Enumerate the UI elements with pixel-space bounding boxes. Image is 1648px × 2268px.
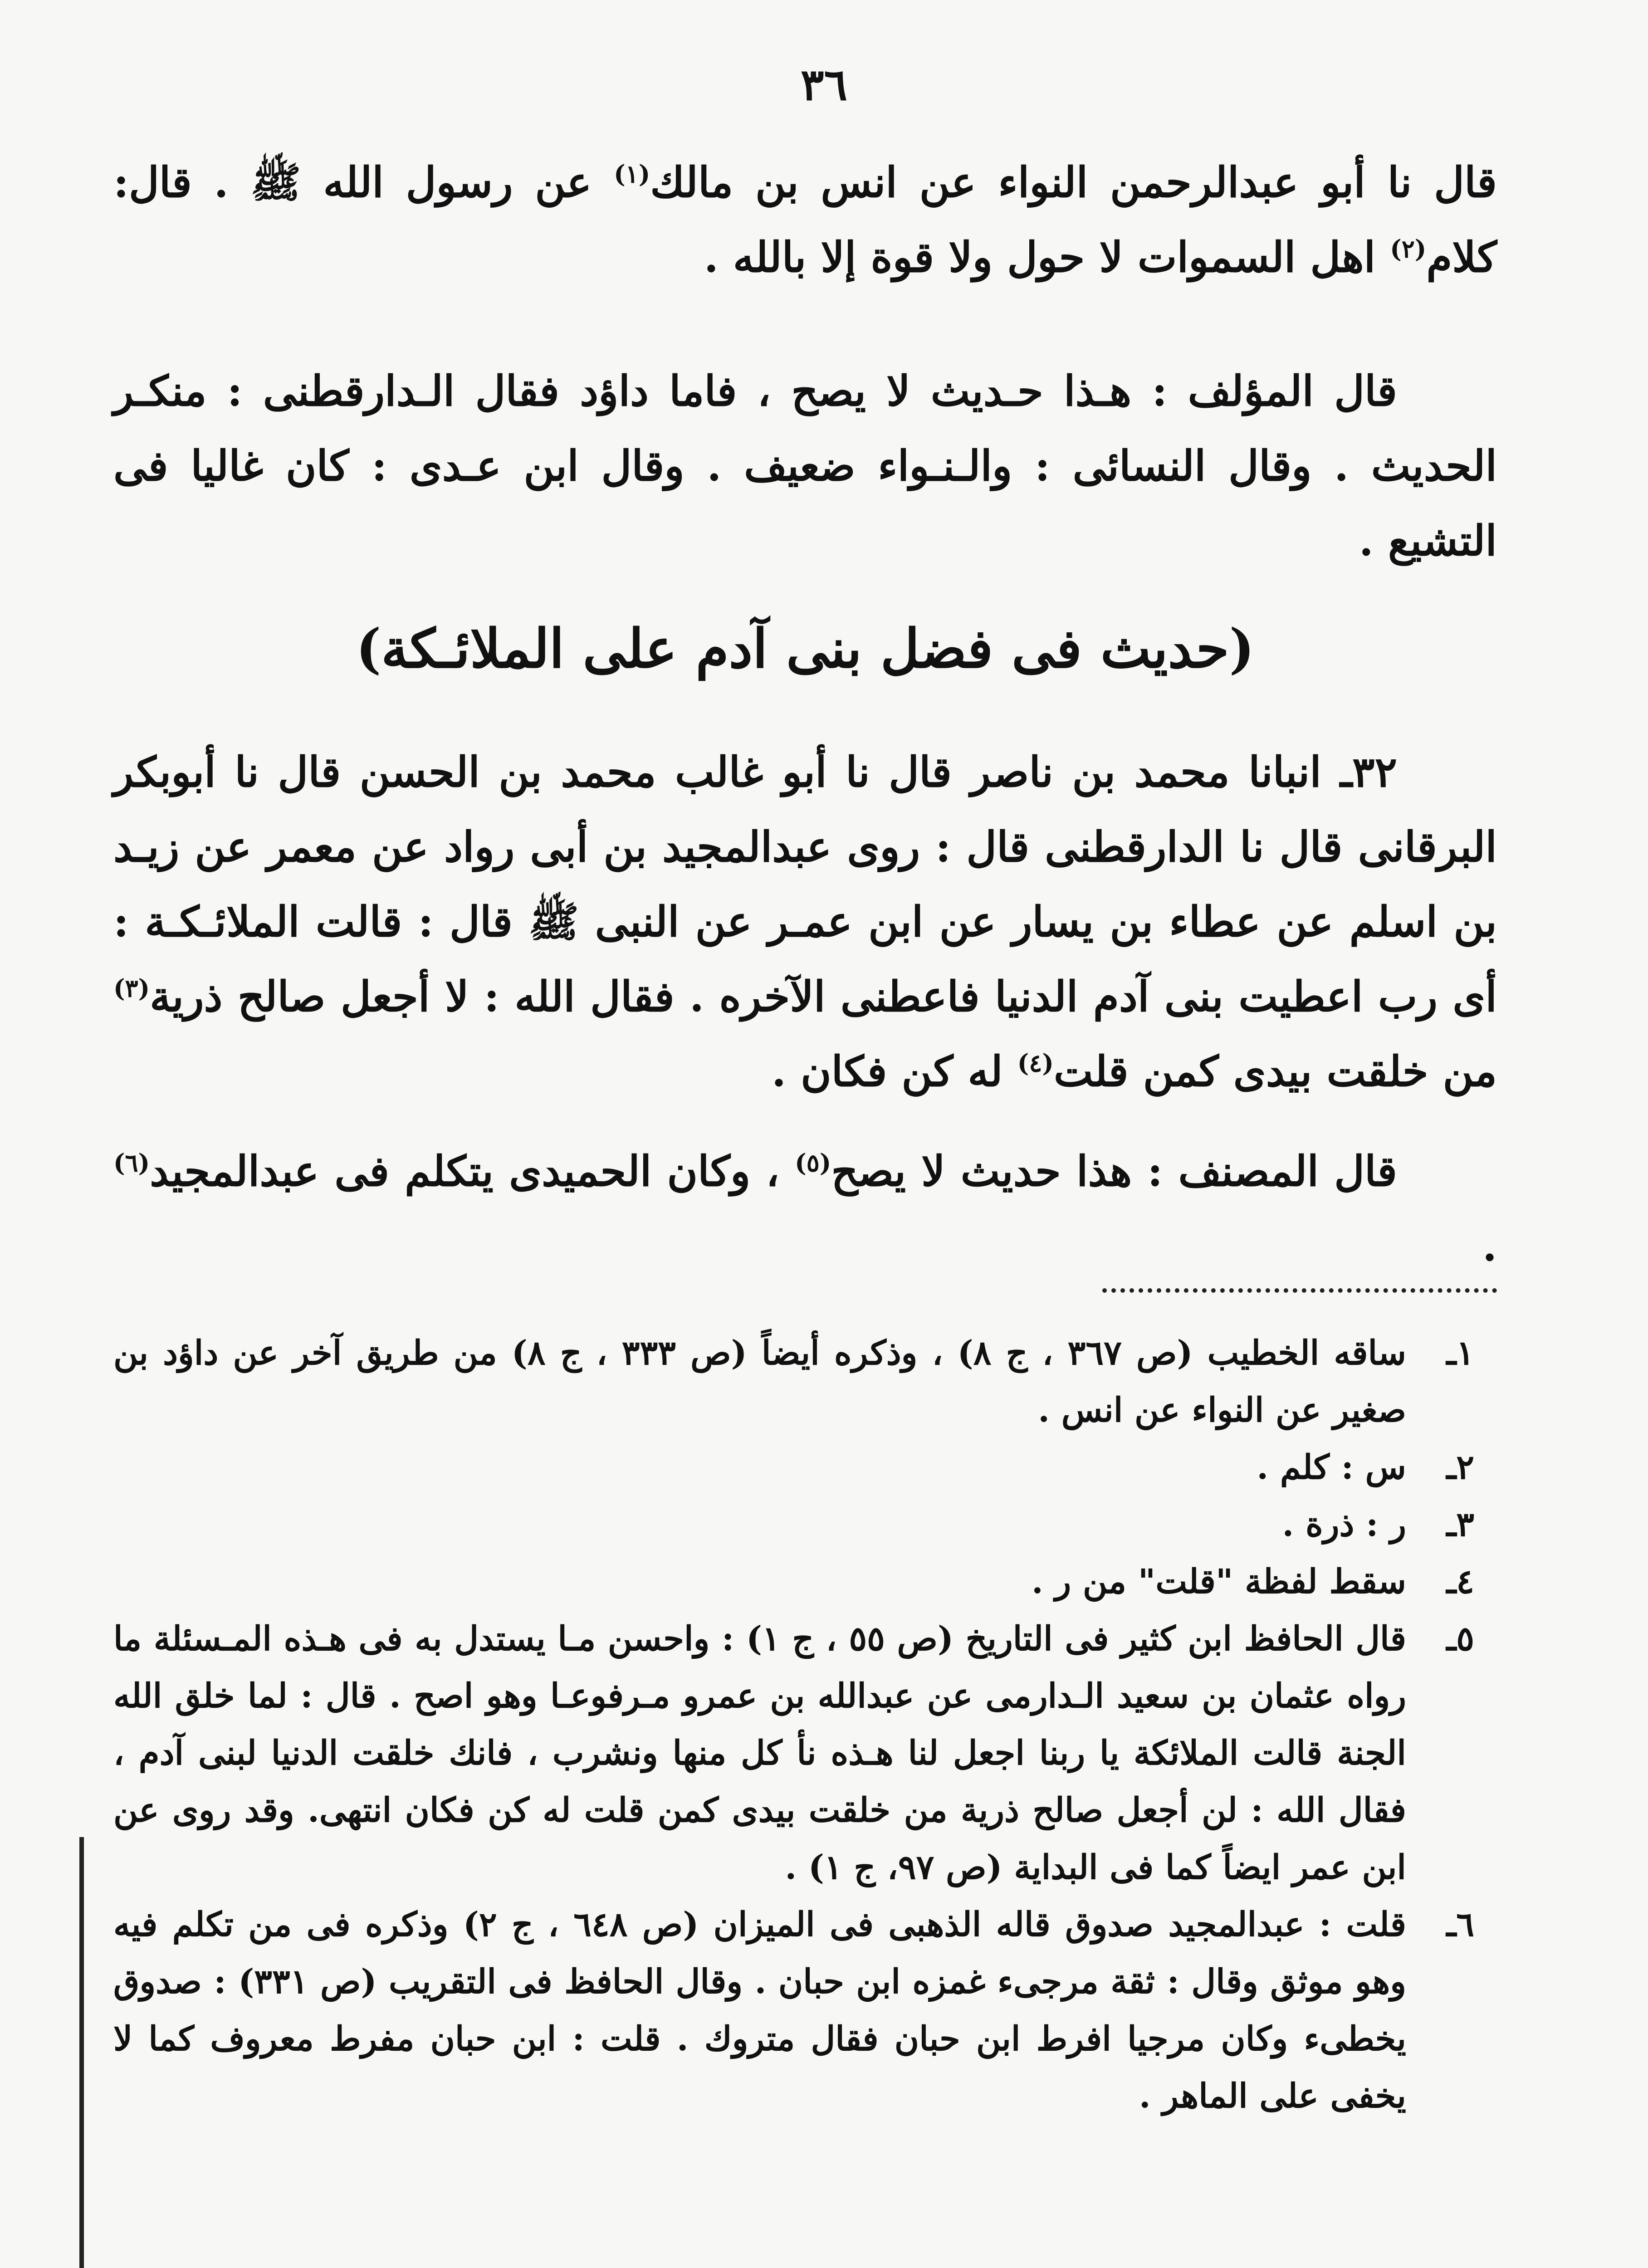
paragraph-text: له كن فكان . — [772, 1047, 1017, 1096]
paragraph-text: ، وكان الحميدى يتكلم فى عبدالمجيد — [150, 1147, 795, 1196]
footnote-separator — [1102, 1288, 1497, 1293]
footnote-6 — [113, 1896, 1474, 2125]
paragraph-text: قال المصنف : هذا حديث لا يصح — [831, 1147, 1397, 1196]
footnote-ref-6[interactable]: (٦) — [113, 1148, 150, 1178]
footnote-1 — [113, 1325, 1474, 1439]
paragraph-text: قال المؤلف : هـذا حـديث لا يصح ، فاما داؤد فقال الـدارقطنى : منكـر الحديث . وقال النسائى : والـنـواء ضعيف . وقال ابن عـدى : كان غاليا فى التشيع . — [113, 367, 1497, 565]
footnote-text: سقط لفظة "قلت" من ر . — [1032, 1562, 1406, 1601]
paragraph-text: اهل السموات لا حول ولا قوة إلا بالله . — [704, 233, 1390, 282]
footnote-text: قال الحافظ ابن كثير فى التاريخ (ص ٥٥ ، ج ١) : واحسن مـا يستدل به فى هـذه المـسئلة ما رواه عثمان بن سعيد الـدارمى عن عبدالله بن عمرو مـرفوعـا وهو اصح . قال : لما خلق الله الجنة قالت الملائكة يا ربنا اجعل لنا هـذه نأ كل منها ونشرب ، فانك خلقت الدنيا لبنى آدم ، فقال الله : لن أجعل صالح ذرية من خلقت بيدى كمن قلت له كن فكان انتهى. وقد روى عن ابن عمر ايضاً كما فى البداية (ص ٩٧، ج ١) . — [113, 1619, 1407, 1887]
footnote-number: ٦ـ — [1446, 1905, 1474, 1944]
footnote-2 — [113, 1439, 1474, 1496]
footnote-number: ٣ـ — [1446, 1505, 1474, 1544]
footnote-text: س : كلم . — [1257, 1448, 1406, 1487]
footnote-5 — [113, 1610, 1474, 1896]
page-number: ٣٦ — [800, 59, 848, 110]
paragraph-text: عن رسول الله ﷺ . قال: كلام — [113, 158, 1497, 282]
author-comment-paragraph — [113, 354, 1497, 578]
footnote-ref-5[interactable]: (٥) — [795, 1148, 831, 1178]
paragraph-text: قال نا أبو عبدالرحمن النواء عن انس بن مالك — [650, 158, 1497, 207]
footnote-number: ٤ـ — [1446, 1562, 1474, 1601]
footnote-ref-3[interactable]: (٣) — [113, 973, 150, 1003]
author-verdict-paragraph — [113, 1134, 1497, 1284]
hadith-paragraph-32 — [113, 735, 1497, 1109]
footnote-number: ٢ـ — [1446, 1448, 1474, 1487]
paragraph-text: . — [1482, 1222, 1497, 1271]
footnote-number: ٥ـ — [1446, 1619, 1474, 1658]
footnote-ref-4[interactable]: (٤) — [1017, 1048, 1054, 1078]
footnote-3 — [113, 1496, 1474, 1553]
section-heading: (حديث فى فضل بنى آدم على الملائـكة) — [356, 617, 1255, 680]
footnote-text: قلت : عبدالمجيد صدوق قاله الذهبى فى الميزان (ص ٦٤٨ ، ج ٢) وذكره فى من تكلم فيه وهو موثق وقال : ثقة مرجىء غمزه ابن حبان . وقال الحافظ فى التقريب (ص ٣٣١) : صدوق يخطىء وكان مرجيا افرط ابن حبان فقال متروك . قلت : ابن حبان مفرط معروف كما لا يخفى على الماهر . — [113, 1905, 1406, 2116]
footnote-4 — [113, 1553, 1474, 1610]
hadith-paragraph-1 — [113, 145, 1497, 295]
footnote-number: ١ـ — [1446, 1334, 1474, 1373]
footnote-ref-2[interactable]: (٢) — [1390, 234, 1427, 264]
paragraph-text: من خلقت بيدى كمن قلت — [1053, 1047, 1497, 1096]
paragraph-text: ٣٢ـ انبانا محمد بن ناصر قال نا أبو غالب محمد بن الحسن قال نا أبوبكر البرقانى قال نا الدارقطنى قال : روى عبدالمجيد بن أبى رواد عن معمر عن زيـد بن اسلم عن عطاء بن يسار عن ابن عمـر عن النبى ﷺ قال : قالت الملائـكـة : أى رب اعطيت بنى آدم الدنيا فاعطنى الآخره . فقال الله : لا أجعل صالح ذرية — [113, 748, 1497, 1021]
scan-gutter-line — [79, 1837, 84, 2268]
footnote-ref-1[interactable]: (١) — [614, 159, 650, 189]
footnotes-section — [113, 1325, 1474, 2125]
footnote-text: ر : ذرة . — [1282, 1505, 1406, 1544]
footnote-text: ساقه الخطيب (ص ٣٦٧ ، ج ٨) ، وذكره أيضاً (ص ٣٣٣ ، ج ٨) من طريق آخر عن داؤد بن صغير عن النواء عن انس . — [113, 1334, 1406, 1430]
